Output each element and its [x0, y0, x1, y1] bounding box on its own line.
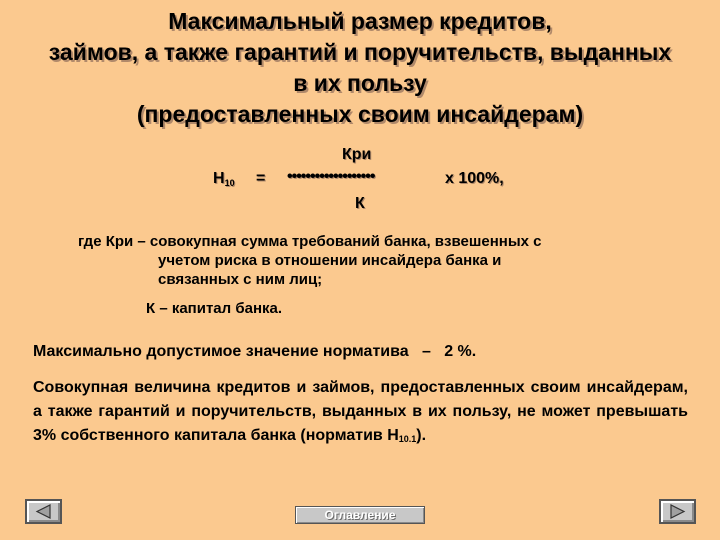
definition-kri-line-3: связанных с ним лиц; [158, 271, 323, 288]
paragraph-subscript: 10.1 [398, 434, 417, 444]
title-line-1: Максимальный размер кредитов, [168, 8, 552, 34]
definition-kri-line-2: учетом риска в отношении инсайдера банка и [158, 252, 502, 269]
title-line-4: (предоставленных своим инсайдерам) [136, 101, 584, 127]
definition-k: К – капитал банка. [146, 300, 283, 317]
title-line-2: займов, а также гарантий и поручительств, выданных [48, 39, 672, 65]
paragraph-text: Совокупная величина кредитов и займов, предоставленных своим инсайдерам, а также гарантий и поручительств, выданных в их пользу, не может превышать 3% собственного капитала банка (норматив Н [33, 379, 688, 444]
next-slide-button[interactable] [659, 499, 696, 524]
formula-lhs-letter: Н [213, 170, 225, 187]
formula-lhs-subscript: 10 [224, 178, 235, 188]
max-value-statement: Максимально допустимое значение норматива – 2 %. [33, 343, 477, 360]
prev-slide-button[interactable] [25, 499, 62, 524]
triangle-left-icon [35, 504, 52, 519]
formula-denominator: К [355, 195, 365, 212]
slide-title [0, 6, 720, 130]
formula-fraction-line: ••••••••••••••••••• [287, 168, 375, 185]
formula-equals: = [256, 170, 266, 187]
title-line-3: в их пользу [293, 70, 427, 96]
paragraph-end: ). [416, 427, 427, 444]
formula-lhs [213, 170, 235, 188]
triangle-right-icon [669, 504, 686, 519]
formula-numerator: Кри [342, 146, 372, 163]
formula-multiplier: х 100%, [445, 170, 504, 187]
limit-paragraph [33, 376, 688, 451]
table-of-contents-button[interactable]: Оглавление [295, 506, 425, 524]
definition-kri-line-1: где Кри – совокупная сумма требований банка, взвешенных с [78, 233, 542, 250]
